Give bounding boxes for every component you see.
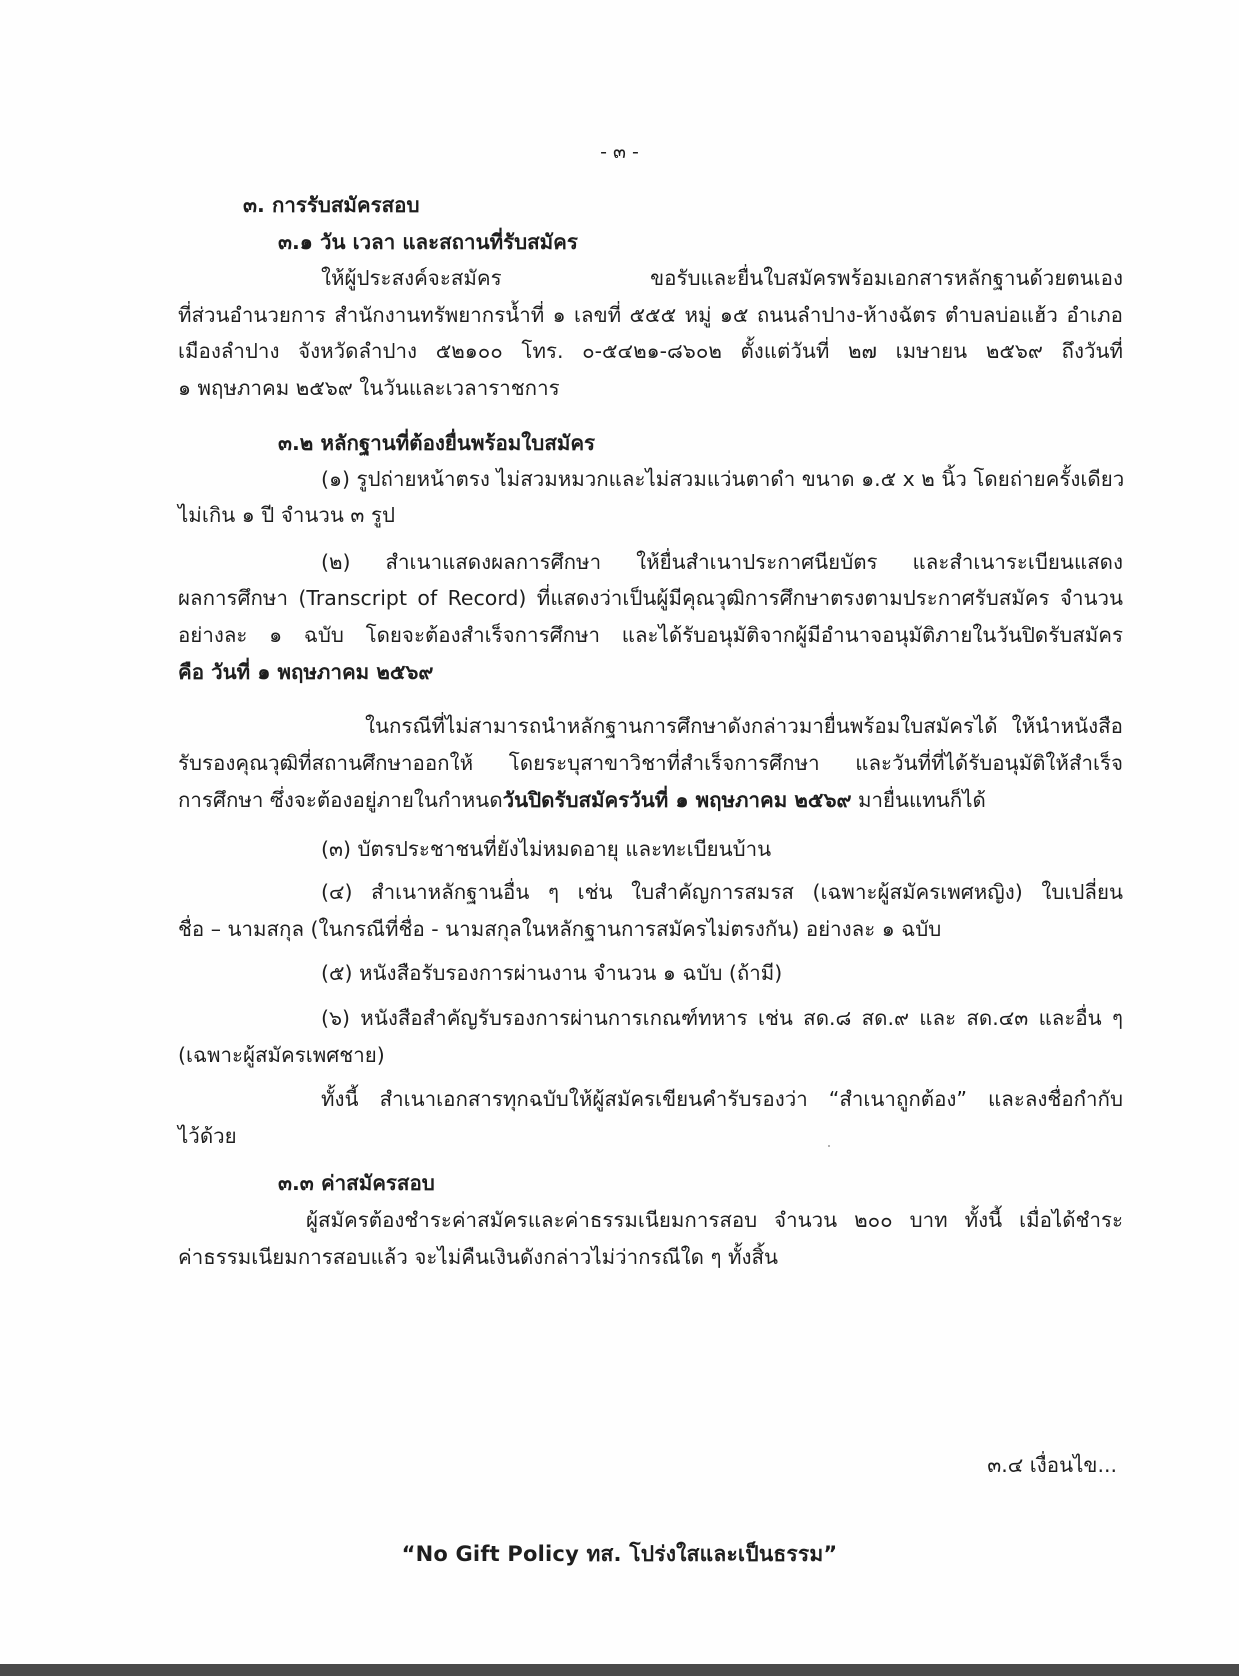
- subsection-heading-3-1: ๓.๑ วัน เวลา และสถานที่รับสมัคร: [278, 230, 578, 254]
- note-line: ในกรณีที่ไม่สามารถนำหลักฐานการศึกษาดังกล่าวมายื่นพร้อมใบสมัครได้ ให้นำหนังสือ: [365, 714, 1123, 738]
- paragraph-line: ค่าธรรมเนียมการสอบแล้ว จะไม่คืนเงินดังกล่าวไม่ว่ากรณีใด ๆ ทั้งสิ้น: [178, 1245, 779, 1269]
- paragraph-line: เมืองลำปาง จังหวัดลำปาง ๕๒๑๐๐ โทร. ๐-๕๔๒๑-๘๖๐๒ ตั้งแต่วันที่ ๒๗ เมษายน ๒๕๖๙ ถึงวันที่: [178, 339, 1123, 363]
- list-item-6-line: (เฉพาะผู้สมัครเพศชาย): [178, 1043, 385, 1067]
- certify-line: ไว้ด้วย: [178, 1124, 237, 1148]
- scan-speck: [828, 1145, 830, 1147]
- continuation-marker: ๓.๔ เงื่อนไข...: [987, 1453, 1117, 1477]
- closing-date: คือ วันที่ ๑ พฤษภาคม ๒๕๖๙: [178, 660, 434, 684]
- note-deadline: วันปิดรับสมัครวันที่ ๑ พฤษภาคม ๒๕๖๙: [502, 788, 852, 812]
- subsection-heading-3-3: ๓.๓ ค่าสมัครสอบ: [278, 1171, 435, 1195]
- list-item-6-line: (๖) หนังสือสำคัญรับรองการผ่านการเกณฑ์ทหาร เช่น สด.๘ สด.๙ และ สด.๔๓ และอื่น ๆ: [321, 1006, 1123, 1030]
- footer-slogan: “No Gift Policy ทส. โปร่งใสและเป็นธรรม”: [401, 1542, 838, 1566]
- list-item-1-line: ไม่เกิน ๑ ปี จำนวน ๓ รูป: [178, 503, 395, 527]
- scan-edge: [0, 1664, 1239, 1676]
- paragraph-line: ๑ พฤษภาคม ๒๕๖๙ ในวันและเวลาราชการ: [178, 376, 560, 400]
- page-number: - ๓ -: [600, 141, 639, 163]
- list-item-4-line: (๔) สำเนาหลักฐานอื่น ๆ เช่น ใบสำคัญการสมรส (เฉพาะผู้สมัครเพศหญิง) ใบเปลี่ยน: [321, 880, 1123, 904]
- list-item-4-line: ชื่อ – นามสกุล (ในกรณีที่ชื่อ - นามสกุลในหลักฐานการสมัครไม่ตรงกัน) อย่างละ ๑ ฉบับ: [178, 917, 942, 941]
- note-line: [178, 785, 986, 815]
- subsection-heading-3-2: ๓.๒ หลักฐานที่ต้องยื่นพร้อมใบสมัคร: [278, 431, 596, 455]
- note-text: การศึกษา ซึ่งจะต้องอยู่ภายในกำหนด: [178, 788, 503, 812]
- list-item-2-line: ผลการศึกษา (Transcript of Record) ที่แสดงว่าเป็นผู้มีคุณวุฒิการศึกษาตรงตามประกาศรับสมัคร จำนวน: [178, 586, 1123, 610]
- paragraph-line: ที่ส่วนอำนวยการ สำนักงานทรัพยากรน้ำที่ ๑ เลขที่ ๕๕๕ หมู่ ๑๕ ถนนลำปาง-ห้างฉัตร ตำบลบ่อแฮ้ว อำเภอ: [178, 303, 1123, 327]
- list-item-5: (๕) หนังสือรับรองการผ่านงาน จำนวน ๑ ฉบับ (ถ้ามี): [321, 961, 783, 985]
- list-item-3: (๓) บัตรประชาชนที่ยังไม่หมดอายุ และทะเบียนบ้าน: [321, 837, 772, 861]
- list-item-2-line: อย่างละ ๑ ฉบับ โดยจะต้องสำเร็จการศึกษา และได้รับอนุมัติจากผู้มีอำนาจอนุมัติภายในวันปิดรับสมัคร: [178, 623, 1123, 647]
- paragraph-line: ให้ผู้ประสงค์จะสมัคร ขอรับและยื่นใบสมัครพร้อมเอกสารหลักฐานด้วยตนเอง: [321, 266, 1123, 290]
- note-line: รับรองคุณวุฒิที่สถานศึกษาออกให้ โดยระบุสาขาวิชาที่สำเร็จการศึกษา และวันที่ที่ได้รับอนุมัติให้สำเร็จ: [178, 751, 1123, 775]
- section-heading: ๓. การรับสมัครสอบ: [243, 193, 420, 217]
- certify-line: ทั้งนี้ สำเนาเอกสารทุกฉบับให้ผู้สมัครเขียนคำรับรองว่า “สำเนาถูกต้อง” และลงชื่อกำกับ: [321, 1087, 1123, 1111]
- list-item-1-line: (๑) รูปถ่ายหน้าตรง ไม่สวมหมวกและไม่สวมแว่นตาดำ ขนาด ๑.๕ x ๒ นิ้ว โดยถ่ายครั้งเดียว: [321, 467, 1125, 491]
- note-text: มายื่นแทนก็ได้: [851, 788, 986, 812]
- list-item-2-line: (๒) สำเนาแสดงผลการศึกษา ให้ยื่นสำเนาประกาศนียบัตร และสำเนาระเบียนแสดง: [321, 550, 1123, 574]
- paragraph-line: ผู้สมัครต้องชำระค่าสมัครและค่าธรรมเนียมการสอบ จำนวน ๒๐๐ บาท ทั้งนี้ เมื่อได้ชำระ: [306, 1208, 1123, 1232]
